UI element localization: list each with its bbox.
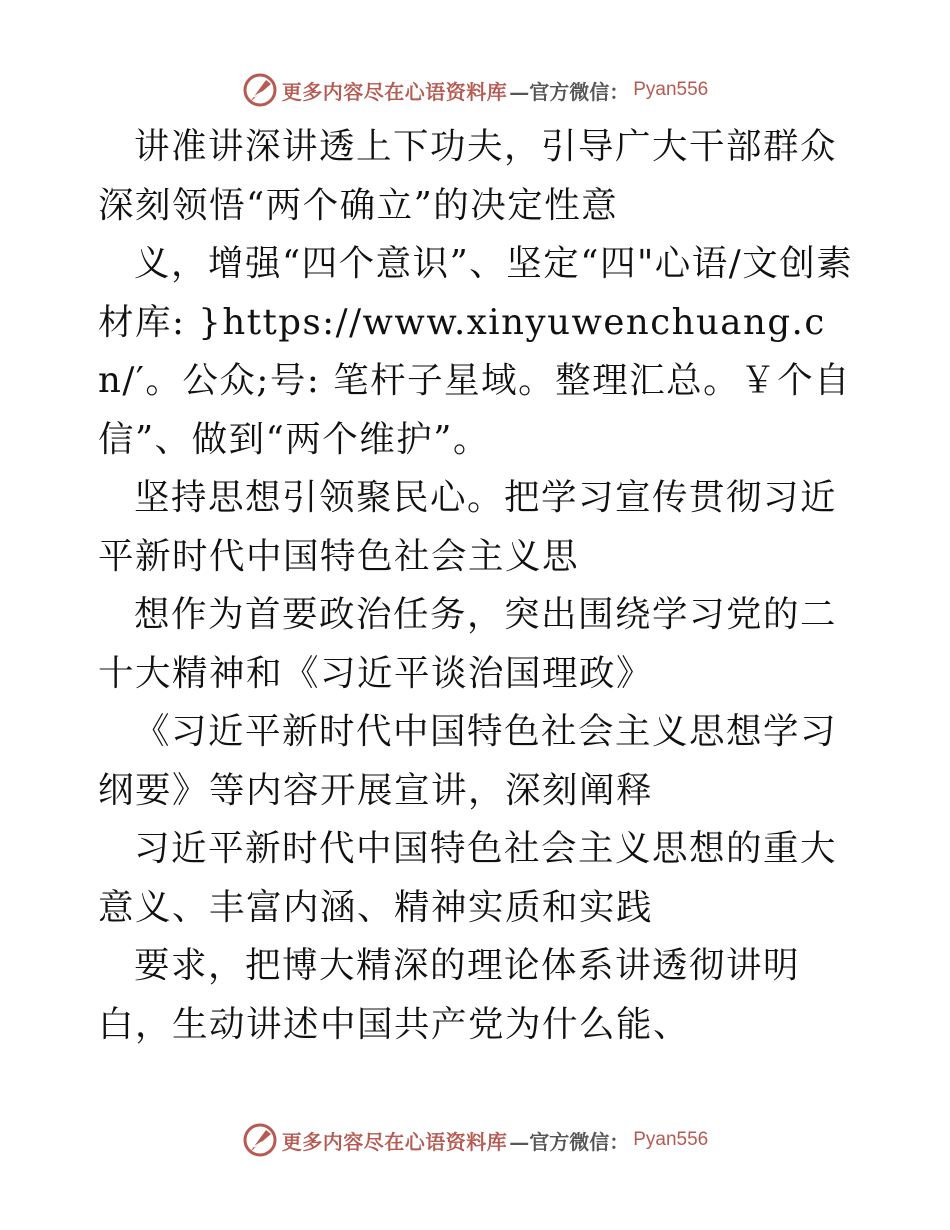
banner-wechat-label: —官方微信： bbox=[509, 1129, 630, 1154]
header-banner bbox=[0, 70, 950, 110]
paragraph: 义，增强“四个意识”、坚定“四"心语/文创素材库: }https://www.xinyuwenchuang.cn/′。公众;号: 笔杆子星域。整理汇总。￥个自信”、做到“两个维护”。 bbox=[98, 243, 854, 460]
paragraph: 讲准讲深讲透上下功夫，引导广大干部群众深刻领悟“两个确立”的决定性意 bbox=[98, 126, 838, 226]
banner-wechat-label: —官方微信： bbox=[509, 79, 630, 104]
banner-wechat-id: Pyan556 bbox=[633, 1129, 709, 1150]
banner-title: 更多内容尽在心语资料库 bbox=[281, 79, 508, 104]
footer-banner bbox=[0, 1120, 950, 1160]
quill-pen-logo-icon bbox=[242, 1122, 278, 1158]
document-body bbox=[98, 118, 858, 1054]
paragraph: 习近平新时代中国特色社会主义思想的重大意义、丰富内涵、精神实质和实践 bbox=[98, 828, 838, 928]
quill-pen-logo-icon bbox=[242, 72, 278, 108]
banner-wechat-id: Pyan556 bbox=[633, 79, 709, 100]
paragraph: 要求，把博大精深的理论体系讲透彻讲明白，生动讲述中国共产党为什么能、 bbox=[98, 945, 801, 1045]
paragraph: 坚持思想引领聚民心。把学习宣传贯彻习近平新时代中国特色社会主义思 bbox=[98, 477, 838, 577]
paragraph: 《习近平新时代中国特色社会主义思想学习纲要》等内容开展宣讲，深刻阐释 bbox=[98, 711, 838, 811]
paragraph: 想作为首要政治任务，突出围绕学习党的二十大精神和《习近平谈治国理政》 bbox=[98, 594, 838, 694]
banner-title: 更多内容尽在心语资料库 bbox=[281, 1129, 508, 1154]
